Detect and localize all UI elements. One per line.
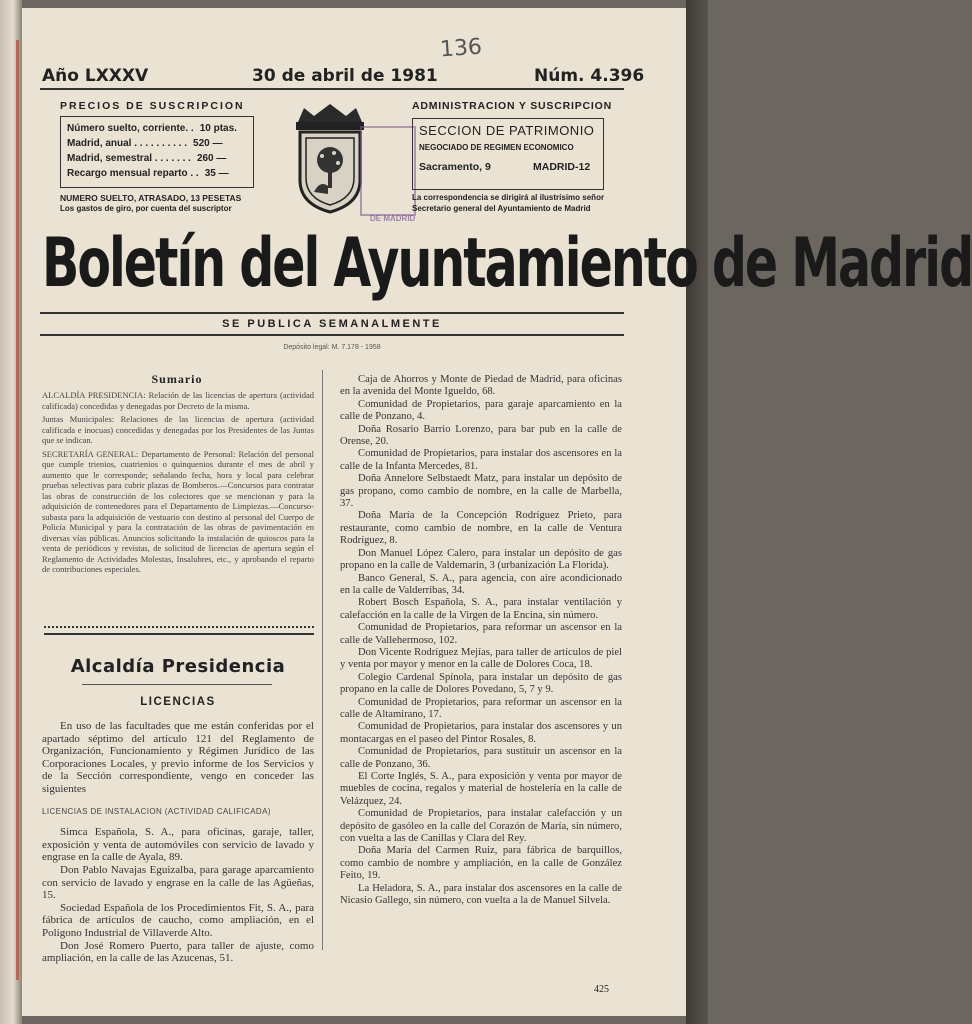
intro-paragraph: En uso de las facultades que me están conferidas por el apartado séptimo del artículo 121 del Reglamento de Organización, Funcionamiento y Régimen Jurídico de las Corporaciones Locales, y previo informe de los Servicios y de la Sección correspondiente, vengo en conceder las siguientes <box>42 720 314 795</box>
right-page-edge <box>686 0 708 1024</box>
subscription-note-1: NUMERO SUELTO, ATRASADO, 13 PESETAS <box>60 193 242 203</box>
licence-entry: Don Manuel López Calero, para instalar un depósito de gas propano en la calle de Valdemarín, 3 (urbanización La Florida). <box>340 547 622 572</box>
licence-entry: Comunidad de Propietarios, para instalar dos ascensores y un montacargas en el paseo del Pintor Rosales, 8. <box>340 721 622 745</box>
price-label: Madrid, semestral . . . . . . . <box>67 153 191 164</box>
price-label: Madrid, anual . . . . . . . . . . <box>67 138 188 149</box>
price-value: 520 — <box>193 138 223 149</box>
masthead-title: Boletín del Ayuntamiento de Madrid <box>42 224 972 303</box>
section-title: Alcaldía Presidencia <box>70 656 286 677</box>
archive-stamp <box>360 126 416 216</box>
sumario-item: ALCALDÍA PRESIDENCIA: Relación de las licencias de apertura (actividad calificada) concedidas y denegadas por Decreto de la misma. <box>42 390 314 411</box>
licence-entry: Don Vicente Rodríguez Mejías, para taller de artículos de piel y venta por mayor y menor en la calle de Dolores Coca, 18. <box>340 646 622 671</box>
sumario-list <box>42 390 314 578</box>
sumario-item: Juntas Municipales: Relaciones de las licencias de apertura (actividad calificada e inocuas) concedidas y denegadas por los Presidentes de las Juntas que se indican. <box>42 414 314 445</box>
admin-address: Sacramento, 9 <box>419 161 491 173</box>
price-row <box>67 121 247 136</box>
newspaper-page <box>22 8 972 1016</box>
licence-entry: Comunidad de Propietarios, para instalar dos ascensores en la calle de la Infanta Mercedes, 81. <box>340 448 622 472</box>
licence-entry: Simca Española, S. A., para oficinas, garaje, taller, exposición y venta de automóviles con servicio de lavado y engrase en la calle de Ayala, 89. <box>42 826 314 864</box>
licence-entry: Colegio Cardenal Spínola, para instalar un depósito de gas propano en la calle de Dolores Povedano, 5, 7 y 9. <box>340 671 622 696</box>
admin-city: MADRID-12 <box>533 161 591 173</box>
price-row <box>67 136 247 151</box>
deposit-legal: Depósito legal: M. 7.178 - 1958 <box>283 344 381 351</box>
price-value: 10 ptas. <box>199 123 237 134</box>
licence-entry: Don José Romero Puerto, para taller de ajuste, como ampliación, en la calle de las Azucenas, 51. <box>42 939 314 965</box>
section-body <box>42 720 314 965</box>
licence-entry: Doña María del Carmen Ruiz, para fábrica de barquillos, como cambio de nombre y ampliación, en la calle de González Feito, 19. <box>340 845 622 882</box>
licence-entry: Caja de Ahorros y Monte de Piedad de Madrid, para oficinas en la avenida del Monte Igueldo, 68. <box>340 374 622 398</box>
price-value: 35 — <box>204 168 229 179</box>
price-value: 260 — <box>196 153 227 164</box>
administration-title: ADMINISTRACION Y SUSCRIPCION <box>412 100 612 112</box>
weekly-label: SE PUBLICA SEMANALMENTE <box>222 318 442 330</box>
section-divider <box>44 626 314 635</box>
price-row <box>67 151 247 166</box>
licence-entry: Doña Annelore Selbstaedt Matz, para instalar un depósito de gas propano, como cambio de nombre, en la calle de Marbella, 37. <box>340 473 622 510</box>
licence-entry: Doña María de la Concepción Rodríguez Prieto, para restaurante, como cambio de nombre, en la calle de Ventura Rodríguez, 8. <box>340 510 622 547</box>
price-label: Número suelto, corriente. . <box>67 123 194 134</box>
licence-entry: El Corte Inglés, S. A., para exposición y venta por mayor de muebles de cocina, regalos y material de hostelería en la calle de Velázquez, 24. <box>340 771 622 807</box>
price-row <box>67 166 247 181</box>
licence-entry: Robert Bosch Española, S. A., para instalar ventilación y calefacción en la calle de la Virgen de la Encina, sin número. <box>340 597 622 621</box>
subscription-note-2: Los gastos de giro, por cuenta del suscriptor <box>60 204 232 213</box>
licence-entry: Sociedad Española de los Procedimientos Fit, S. A., para fábrica de artículos de caucho, como ampliación, en el Polígono Industrial de Villaverde Alto. <box>42 901 314 939</box>
admin-note-1: La correspondencia se dirigirá al ilustrísimo señor <box>412 193 605 202</box>
subscription-title: PRECIOS DE SUSCRIPCION <box>60 100 245 112</box>
licence-entry: Comunidad de Propietarios, para garaje aparcamiento en la calle de Ponzano, 4. <box>340 398 622 423</box>
licences-subhead: LICENCIAS DE INSTALACION (ACTIVIDAD CALIFICADA) <box>42 806 271 816</box>
subscription-prices-box <box>60 116 254 188</box>
licence-entry: Comunidad de Propietarios, para reformar un ascensor en la calle de Vallehermoso, 102. <box>340 622 622 646</box>
admin-note-2: Secretario general del Ayuntamiento de Madrid <box>412 204 591 213</box>
left-page-edge <box>0 0 22 1024</box>
right-column <box>340 374 622 907</box>
handwritten-number: 136 <box>439 34 483 63</box>
column-divider <box>322 370 323 950</box>
licence-entry: La Heladora, S. A., para instalar dos ascensores en la calle de Nicasio Gallego, sin número, con vuelta a la de Manuel Silvela. <box>340 882 622 907</box>
issue-number: Núm. 4.396 <box>534 66 645 86</box>
licence-entry: Banco General, S. A., para agencia, con aire acondicionado en la calle de Valderribas, 34. <box>340 572 622 596</box>
year-label: Año LXXXV <box>42 66 149 86</box>
page-number: 425 <box>594 984 609 995</box>
licence-entry: Comunidad de Propietarios, para sustituir un ascensor en la calle de Ponzano, 36. <box>340 746 622 770</box>
licence-entry: Comunidad de Propietarios, para instalar calefacción y un depósito de gasóleo en la calle del Corazón de María, sin número, con vuelta a las de Canillas y Clara del Rey. <box>340 808 622 845</box>
section-subtitle: LICENCIAS <box>140 696 216 708</box>
sumario-item: SECRETARÍA GENERAL: Departamento de Personal: Relación del personal que cumple trienios, cuatrienios o quinquenios durante el mes de abril y aumento que le corresponde; señalando fecha, hora y local para celebrar pruebas selectivas para cubrir plazas de Bomberos.—Concursos para contratar las obras de construcción de los colectores que se mencionan y para la adquisición de contenedores para el Departamento de Limpiezas.—Concurso-subasta para la adquisición de vestuario con destino al personal del Cuerpo de Policía Municipal y para la contratación de las obras de pavimentación en diversas vías públicas. Anuncios solicitando la instalación de quioscos para la venta de periódicos y revistas, de solicitud de licencias de apertura según el Reglamento de Actividades Molestas, Insalubres, etc., y aprobando el reparto de contribuciones especiales. <box>42 448 314 574</box>
licence-entry: Doña Rosario Barrio Lorenzo, para bar pub en la calle de Orense, 20. <box>340 423 622 448</box>
price-label: Recargo mensual reparto . . <box>67 168 199 179</box>
stamp-text: DE MADRID <box>370 214 416 223</box>
administration-box <box>412 118 604 190</box>
admin-department: NEGOCIADO DE REGIMEN ECONOMICO <box>419 143 574 152</box>
issue-date: 30 de abril de 1981 <box>252 66 438 86</box>
admin-section: SECCION DE PATRIMONIO <box>419 123 595 138</box>
sumario-title: Sumario <box>151 372 203 386</box>
licence-entry: Don Pablo Navajas Eguizalba, para garage aparcamiento con servicio de lavado y engrase en la calle de las Agüeñas, 15. <box>42 863 314 902</box>
licence-entry: Comunidad de Propietarios, para reformar un ascensor en la calle de Altamirano, 17. <box>340 696 622 720</box>
